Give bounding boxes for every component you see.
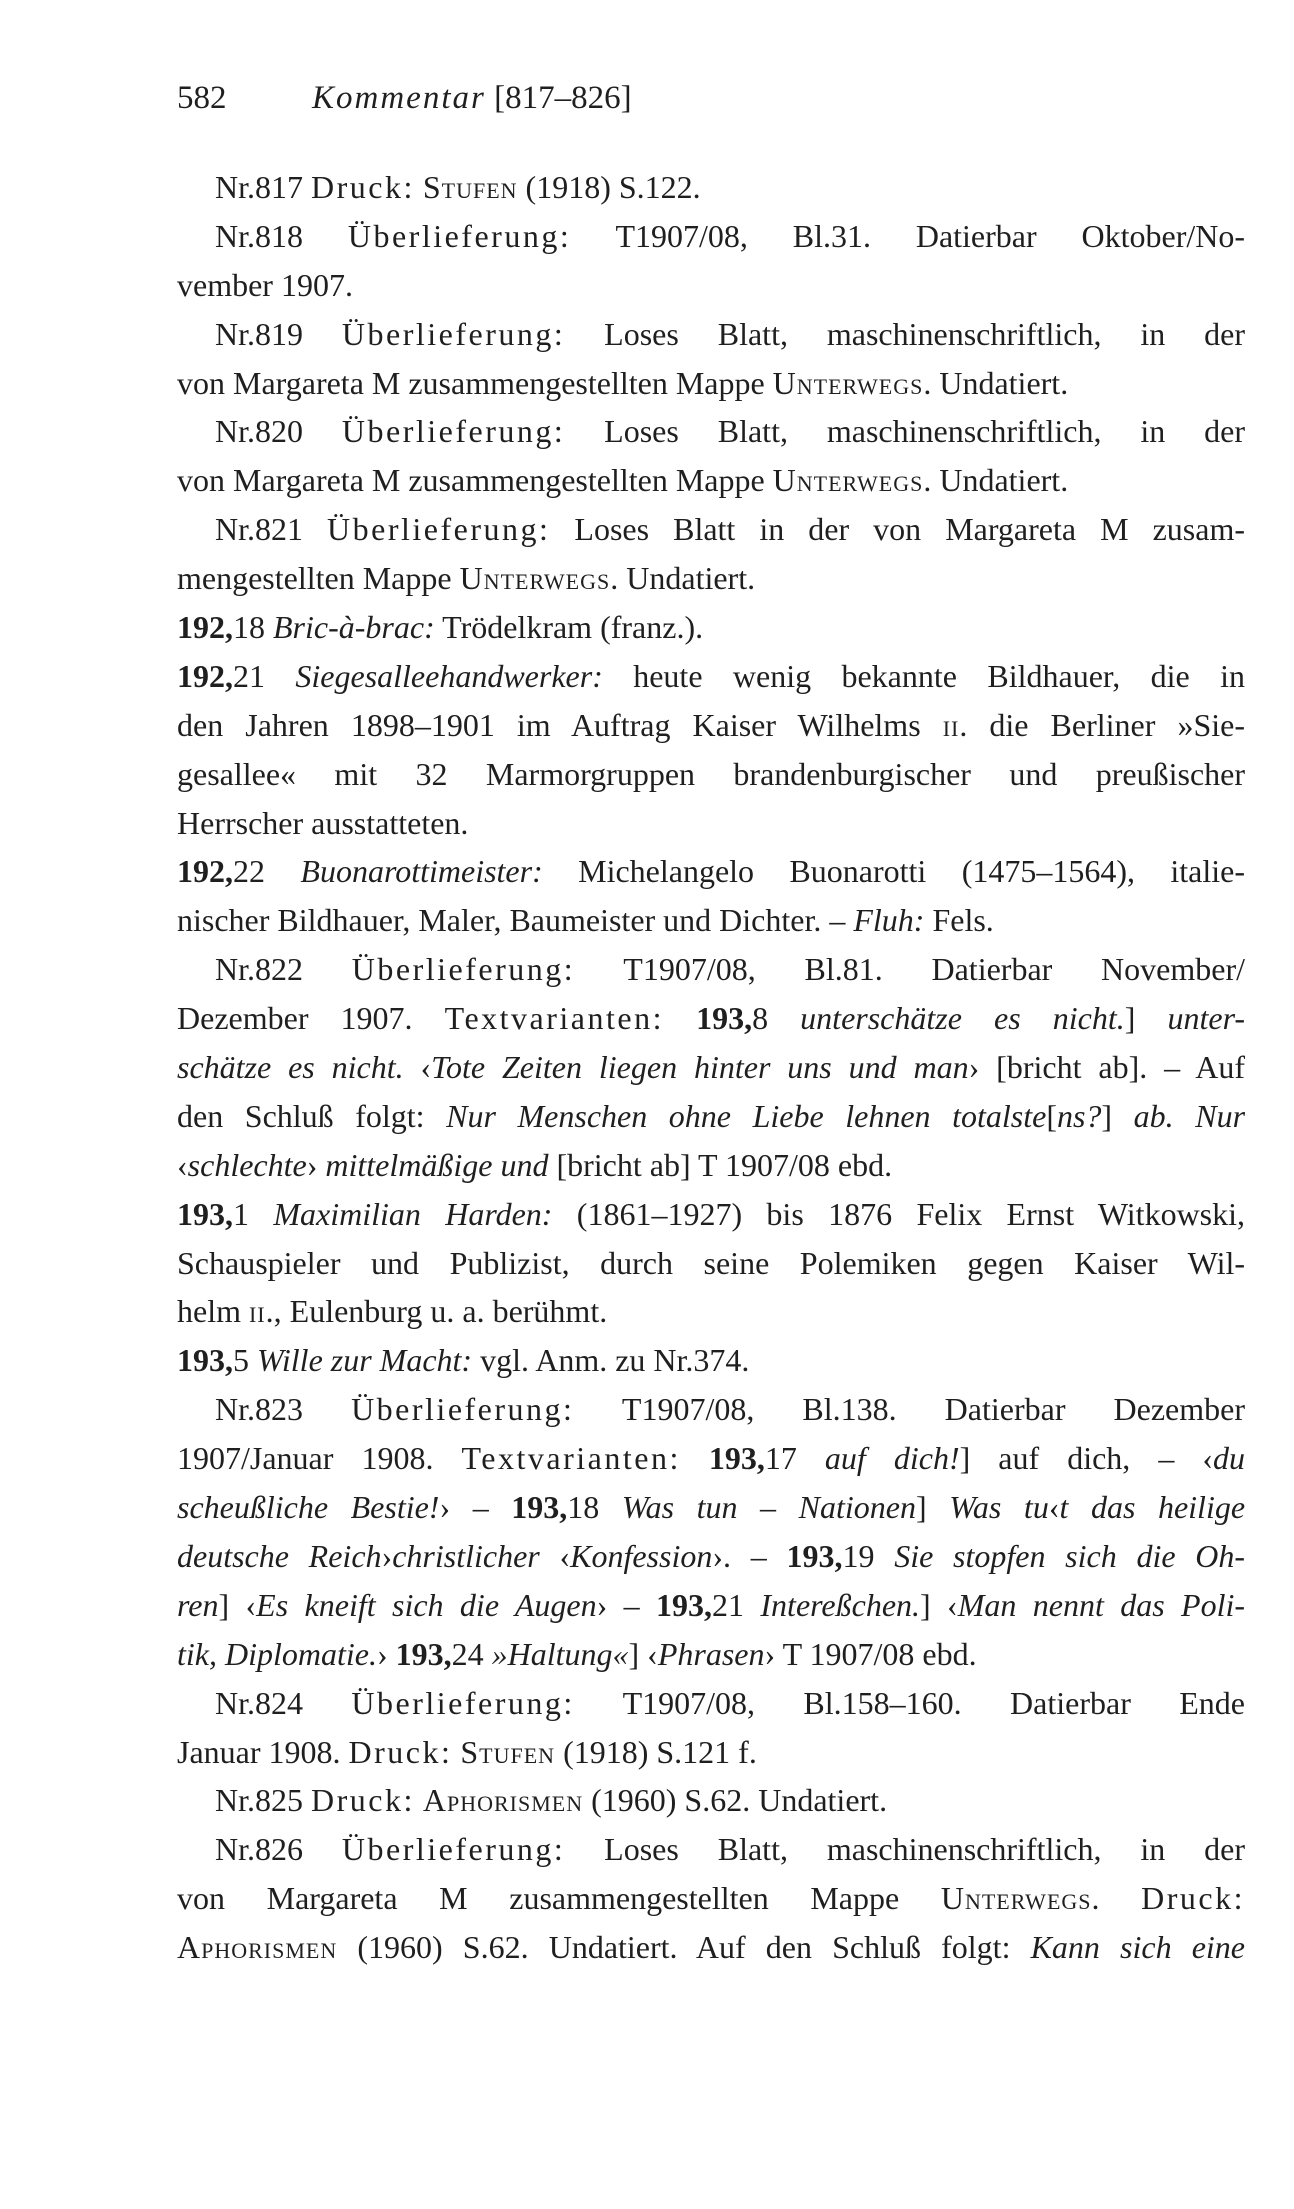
spaced-label: Überlieferung: bbox=[351, 1391, 575, 1428]
italic-text: schlechte bbox=[187, 1146, 307, 1183]
text-line bbox=[177, 554, 1245, 603]
text-segment: ] bbox=[1124, 1000, 1168, 1037]
small-caps-title: Unterwegs bbox=[940, 1880, 1092, 1917]
text-segment: [bricht ab] T 1907/08 ebd. bbox=[548, 1146, 893, 1183]
italic-text: Bric-à-brac: bbox=[273, 609, 435, 646]
text-line bbox=[177, 652, 1245, 701]
text-segment: Loses Blatt, maschinenschriftlich, in der bbox=[565, 413, 1245, 450]
text-line bbox=[177, 359, 1245, 408]
italic-text: Man nennt das Poli- bbox=[957, 1586, 1245, 1623]
text-segment: 8 bbox=[752, 1000, 801, 1037]
italic-text: Was tun – Nationen bbox=[621, 1489, 916, 1526]
small-caps-title: ii bbox=[942, 706, 960, 743]
text-segment: 22 bbox=[233, 853, 301, 890]
text-segment: Loses Blatt in der von Margareta M zusam- bbox=[550, 511, 1245, 548]
text-segment: Michelangelo Buonarotti (1475–1564), italie- bbox=[542, 853, 1245, 890]
italic-text: t das heilige bbox=[1059, 1489, 1245, 1526]
spaced-label: Überlieferung: bbox=[327, 511, 551, 548]
small-caps-title: Stufen bbox=[422, 169, 518, 205]
italic-text: deutsche Reich bbox=[177, 1537, 382, 1574]
text-segment: (1918) S.121 f. bbox=[555, 1733, 757, 1770]
text-segment bbox=[681, 1440, 709, 1476]
lemma-reference: 193, bbox=[511, 1489, 568, 1526]
small-caps-title: Aphorismen bbox=[422, 1782, 584, 1819]
text-segment: 17 bbox=[764, 1440, 825, 1477]
text-segment: Nr.818 bbox=[215, 217, 348, 254]
text-line bbox=[177, 505, 1245, 554]
text-line bbox=[177, 1923, 1245, 1972]
italic-text: tik, Diplomatie. bbox=[177, 1635, 377, 1672]
running-head-title: Kommentar bbox=[312, 80, 486, 116]
text-line bbox=[177, 1874, 1245, 1923]
text-segment: Trödelkram (franz.). bbox=[434, 609, 704, 646]
text-line bbox=[177, 1728, 1245, 1777]
text-segment: ] bbox=[915, 1489, 950, 1526]
text-segment: ‹ bbox=[403, 1049, 432, 1086]
text-segment: (1960) S.62. Undatiert. bbox=[583, 1782, 888, 1819]
page-number: 582 bbox=[177, 80, 227, 116]
text-segment: › bbox=[376, 1635, 396, 1672]
text-segment: von Margareta M zusammengestellten Mappe bbox=[177, 462, 773, 499]
text-segment: gesallee« mit 32 Marmorgruppen brandenburgischer und preußischer bbox=[177, 755, 1245, 792]
small-caps-title: Unterwegs bbox=[772, 364, 924, 401]
text-line bbox=[177, 1190, 1245, 1239]
text-segment: . Undatiert. bbox=[610, 560, 756, 597]
text-segment bbox=[664, 1000, 696, 1036]
text-line bbox=[177, 945, 1245, 994]
text-segment: ›. – bbox=[712, 1537, 787, 1574]
text-segment: helm bbox=[177, 1293, 249, 1330]
commentary-body bbox=[177, 163, 1245, 1972]
text-segment: › – bbox=[596, 1586, 656, 1623]
italic-text: schätze es nicht. bbox=[177, 1049, 404, 1086]
italic-text: Was tu bbox=[949, 1489, 1049, 1526]
text-segment: › T 1907/08 ebd. bbox=[764, 1635, 977, 1672]
italic-text: »Haltung« bbox=[491, 1635, 629, 1672]
small-caps-title: Aphorismen bbox=[177, 1929, 338, 1966]
running-head bbox=[312, 76, 632, 120]
text-line bbox=[177, 603, 1245, 652]
text-segment: 19 bbox=[842, 1537, 895, 1574]
spaced-label: Überlieferung: bbox=[341, 1831, 566, 1868]
text-line bbox=[177, 212, 1245, 261]
text-line bbox=[177, 407, 1245, 456]
italic-text: Wille zur Macht: bbox=[257, 1342, 473, 1379]
text-segment: Loses Blatt, maschinenschriftlich, in der bbox=[565, 315, 1245, 352]
text-segment: [ bbox=[1046, 1097, 1057, 1134]
lemma-reference: 193, bbox=[708, 1440, 765, 1477]
text-line bbox=[177, 1581, 1245, 1630]
text-segment: Nr.820 bbox=[215, 413, 342, 450]
italic-text: mittelmäßige und bbox=[325, 1146, 549, 1183]
lemma-reference: 192, bbox=[177, 609, 233, 646]
lemma-reference: 193, bbox=[696, 1000, 753, 1037]
small-caps-title: ii bbox=[248, 1293, 266, 1330]
text-segment: nischer Bildhauer, Maler, Baumeister und Dichter. – bbox=[177, 902, 854, 939]
text-line bbox=[177, 1043, 1245, 1092]
text-segment: ] ‹ bbox=[920, 1586, 958, 1623]
text-segment: (1861–1927) bis 1876 Felix Ernst Witkowski, bbox=[552, 1195, 1245, 1232]
text-segment: mengestellten Mappe bbox=[177, 560, 460, 597]
text-segment: Herrscher ausstatteten. bbox=[177, 804, 469, 841]
italic-text: Maximilian Harden: bbox=[273, 1195, 553, 1232]
text-line bbox=[177, 799, 1245, 848]
spaced-label: Druck: bbox=[1141, 1880, 1245, 1917]
text-line bbox=[177, 1434, 1245, 1483]
text-segment: . bbox=[1091, 1880, 1142, 1917]
italic-text: Siegesalleehandwerker: bbox=[295, 657, 603, 694]
text-segment: vgl. Anm. zu Nr.374. bbox=[472, 1342, 750, 1379]
italic-text: Sie stopfen sich die Oh- bbox=[894, 1537, 1245, 1574]
spaced-label: Druck: bbox=[348, 1733, 453, 1770]
text-segment: heute wenig bekannte Bildhauer, die in bbox=[602, 657, 1245, 694]
italic-text: ns? bbox=[1056, 1097, 1102, 1134]
small-caps-title: Stufen bbox=[460, 1733, 556, 1770]
italic-text: Es kneift sich die Augen bbox=[256, 1586, 597, 1623]
text-segment: › bbox=[381, 1537, 393, 1574]
italic-text: christlicher bbox=[392, 1537, 540, 1574]
italic-text: Kann sich eine bbox=[1030, 1929, 1245, 1966]
text-line bbox=[177, 1825, 1245, 1874]
text-segment: ‹ bbox=[1048, 1489, 1060, 1526]
italic-text: Buonarottimeister: bbox=[300, 853, 543, 890]
italic-text: Nur Menschen ohne Liebe lehnen totalste bbox=[446, 1097, 1047, 1134]
text-segment: von Margareta M zusammengestellten Mappe bbox=[177, 364, 773, 401]
text-segment: Nr.817 bbox=[215, 169, 311, 205]
text-segment: ] auf dich, – ‹ bbox=[959, 1440, 1214, 1477]
lemma-reference: 193, bbox=[656, 1586, 712, 1623]
spaced-label: Überlieferung: bbox=[351, 1684, 575, 1721]
text-segment: vember 1907. bbox=[177, 266, 353, 303]
text-line bbox=[177, 310, 1245, 359]
text-line bbox=[177, 261, 1245, 310]
spaced-label: Überlieferung: bbox=[347, 217, 572, 254]
text-segment: Nr.822 bbox=[215, 951, 352, 988]
text-segment: › [bricht ab]. – Auf bbox=[968, 1049, 1245, 1086]
text-line bbox=[177, 456, 1245, 505]
spaced-label: Überlieferung: bbox=[341, 315, 566, 352]
text-line bbox=[177, 1532, 1245, 1581]
italic-text: Konfession bbox=[570, 1537, 713, 1574]
text-line bbox=[177, 701, 1245, 750]
italic-text: auf dich! bbox=[824, 1440, 960, 1477]
text-segment: 24 bbox=[451, 1635, 492, 1672]
text-segment: (1918) S.122. bbox=[517, 169, 701, 205]
italic-text: scheußliche Bestie! bbox=[177, 1489, 440, 1526]
text-line bbox=[177, 1679, 1245, 1728]
text-line bbox=[177, 896, 1245, 945]
spaced-label: Druck: bbox=[311, 169, 415, 205]
text-line bbox=[177, 1630, 1245, 1679]
text-segment: Nr.821 bbox=[215, 511, 328, 548]
text-line bbox=[177, 1287, 1245, 1336]
text-segment: T1907/08, Bl.138. Datierbar Dezember bbox=[574, 1391, 1245, 1428]
text-segment: 18 bbox=[567, 1489, 622, 1526]
text-segment: ] ‹ bbox=[218, 1586, 257, 1623]
text-line bbox=[177, 1776, 1245, 1825]
lemma-reference: 193, bbox=[177, 1342, 233, 1379]
text-segment: › bbox=[306, 1146, 326, 1183]
spaced-label: Textvarianten: bbox=[461, 1440, 681, 1477]
spaced-label: Druck: bbox=[311, 1782, 415, 1819]
text-segment: . die Berliner »Sie- bbox=[959, 706, 1245, 743]
italic-text: Tote Zeiten liegen hinter uns und man bbox=[431, 1049, 969, 1086]
text-segment bbox=[415, 169, 423, 205]
text-segment: Nr.824 bbox=[215, 1684, 352, 1721]
text-segment: von Margareta M zusammengestellten Mappe bbox=[177, 1880, 941, 1917]
text-segment: Loses Blatt, maschinenschriftlich, in der bbox=[565, 1831, 1245, 1868]
text-segment: ] ‹ bbox=[628, 1635, 658, 1672]
italic-text: ren bbox=[177, 1586, 219, 1623]
small-caps-title: Unterwegs bbox=[459, 560, 611, 597]
text-segment: Fels. bbox=[924, 902, 994, 939]
running-head-range: [817–826] bbox=[494, 80, 632, 116]
text-line bbox=[177, 994, 1245, 1043]
text-segment: 21 bbox=[233, 657, 296, 694]
text-segment: . Undatiert. bbox=[923, 364, 1069, 401]
text-segment: 21 bbox=[712, 1586, 761, 1623]
text-line bbox=[177, 1239, 1245, 1288]
italic-text: Intereßchen. bbox=[760, 1586, 921, 1623]
text-segment: ] bbox=[1101, 1097, 1134, 1134]
italic-text: Phrasen bbox=[657, 1635, 765, 1672]
text-line bbox=[177, 1336, 1245, 1385]
text-segment: ., Eulenburg u. a. berühmt. bbox=[265, 1293, 608, 1330]
text-segment: Nr.825 bbox=[215, 1782, 311, 1819]
lemma-reference: 192, bbox=[177, 657, 233, 694]
text-segment: (1960) S.62. Undatiert. Auf den Schluß folgt: bbox=[337, 1929, 1031, 1966]
text-segment: 1 bbox=[233, 1195, 274, 1232]
text-segment: ‹ bbox=[177, 1146, 188, 1183]
small-caps-title: Unterwegs bbox=[772, 462, 924, 499]
text-segment: T1907/08, Bl.158–160. Datierbar Ende bbox=[574, 1684, 1245, 1721]
text-segment: den Schluß folgt: bbox=[177, 1097, 447, 1134]
text-segment: T1907/08, Bl.81. Datierbar November/ bbox=[575, 951, 1245, 988]
text-segment: 1907/Januar 1908. bbox=[177, 1440, 462, 1477]
text-segment: Januar 1908. bbox=[177, 1733, 349, 1770]
lemma-reference: 193, bbox=[786, 1537, 843, 1574]
text-segment: 5 bbox=[233, 1342, 257, 1379]
text-segment: Schauspieler und Publizist, durch seine Polemiken gegen Kaiser Wil- bbox=[177, 1244, 1245, 1281]
text-segment: Nr.819 bbox=[215, 315, 342, 352]
text-segment: . Undatiert. bbox=[923, 462, 1069, 499]
text-segment: 18 bbox=[233, 609, 273, 646]
italic-text: du bbox=[1213, 1440, 1245, 1477]
text-line bbox=[177, 163, 1245, 212]
text-line bbox=[177, 1141, 1245, 1190]
italic-text: ab. Nur bbox=[1133, 1097, 1245, 1134]
text-segment: ‹ bbox=[539, 1537, 571, 1574]
lemma-reference: 193, bbox=[395, 1635, 452, 1672]
text-line bbox=[177, 1483, 1245, 1532]
text-segment: › – bbox=[439, 1489, 512, 1526]
spaced-label: Überlieferung: bbox=[351, 951, 576, 988]
text-line bbox=[177, 1385, 1245, 1434]
spaced-label: Textvarianten: bbox=[444, 1000, 664, 1037]
text-segment bbox=[415, 1782, 423, 1818]
text-line bbox=[177, 847, 1245, 896]
text-line bbox=[177, 1092, 1245, 1141]
italic-text: unterschätze es nicht. bbox=[800, 1000, 1125, 1037]
italic-text: Fluh: bbox=[853, 902, 925, 939]
text-segment: Dezember 1907. bbox=[177, 1000, 445, 1037]
text-segment: den Jahren 1898–1901 im Auftrag Kaiser Wilhelms bbox=[177, 706, 943, 743]
spaced-label: Überlieferung: bbox=[341, 413, 566, 450]
italic-text: unter- bbox=[1167, 1000, 1245, 1037]
lemma-reference: 192, bbox=[177, 853, 233, 890]
text-segment: Nr.826 bbox=[215, 1831, 342, 1868]
lemma-reference: 193, bbox=[177, 1195, 233, 1232]
text-segment: Nr.823 bbox=[215, 1391, 352, 1428]
text-line bbox=[177, 750, 1245, 799]
text-segment: T1907/08, Bl.31. Datierbar Oktober/No- bbox=[571, 217, 1245, 254]
